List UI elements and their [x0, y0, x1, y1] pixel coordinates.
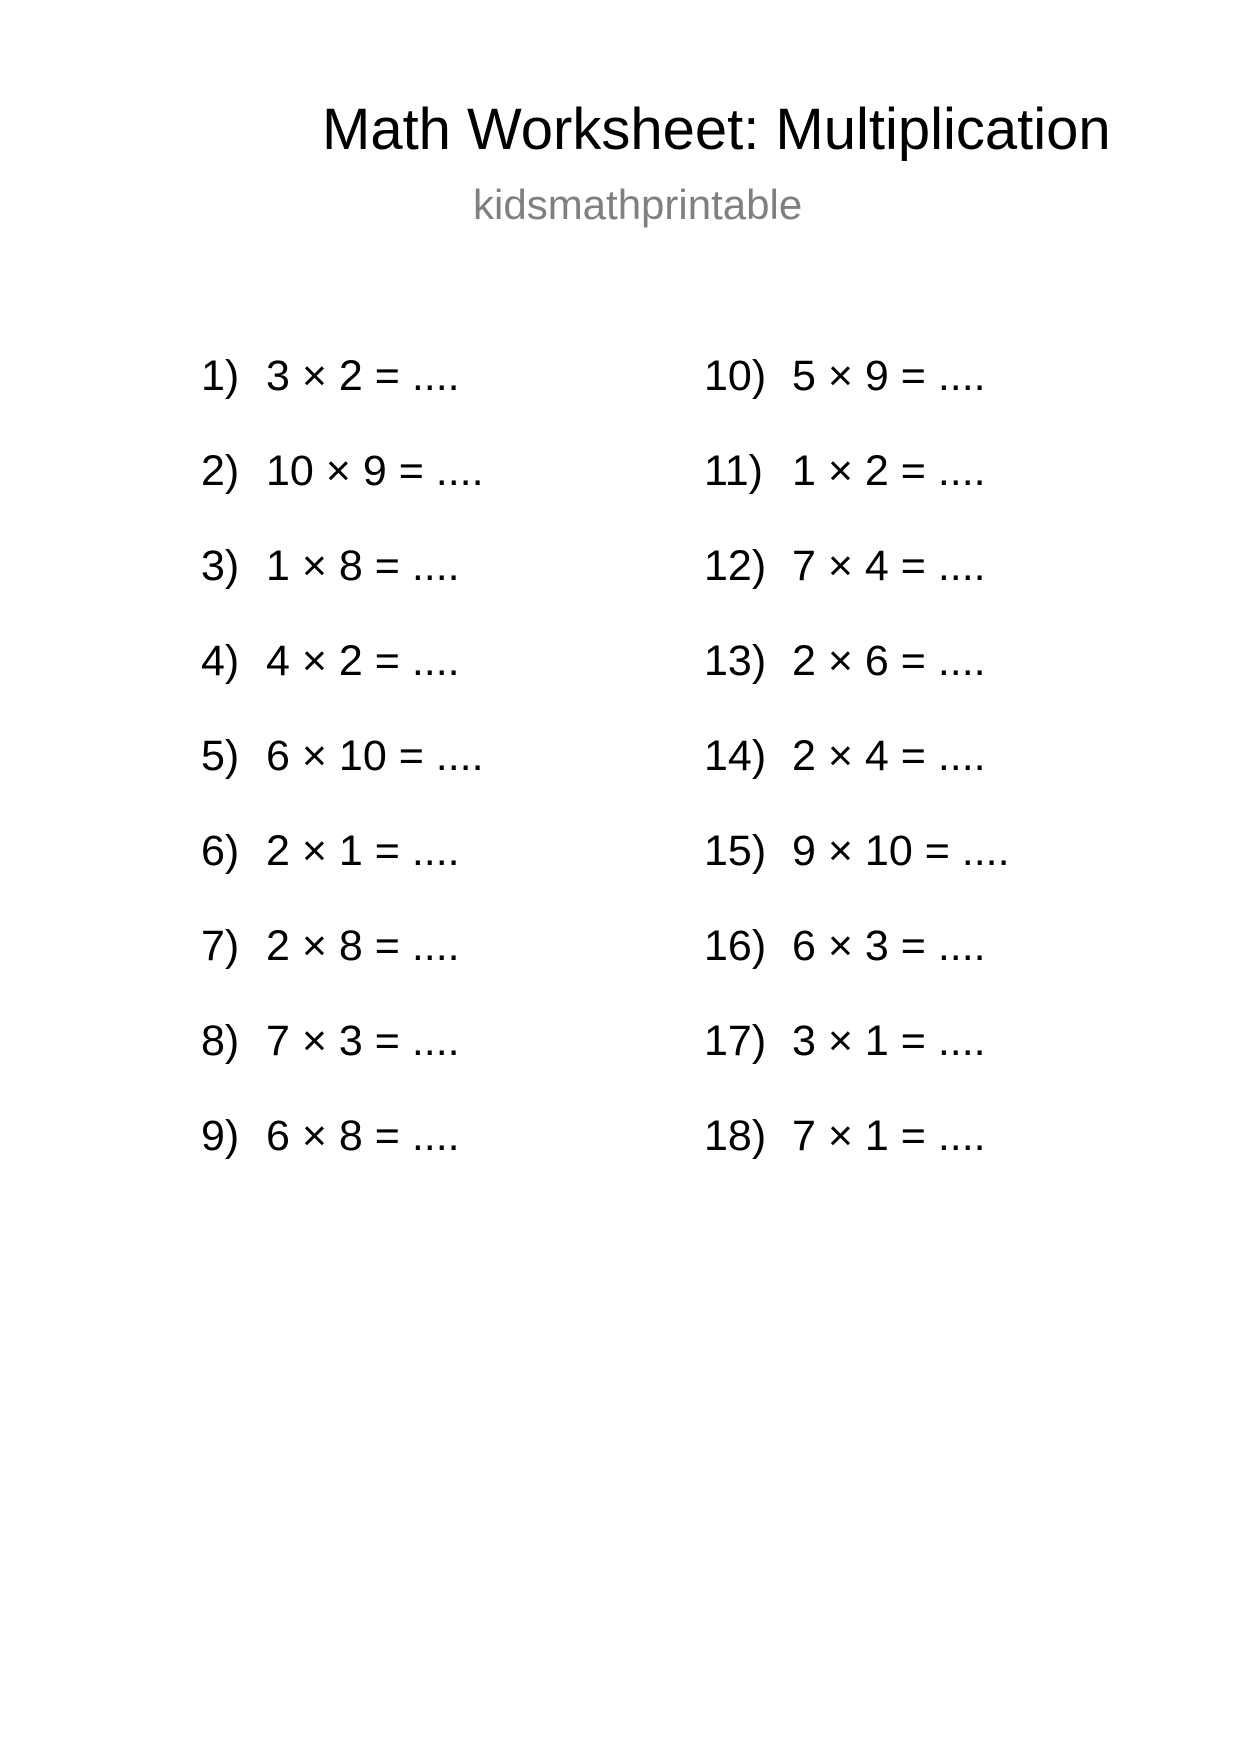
problem-number: 1)	[201, 352, 240, 400]
problem-expression: 2 × 1 = ....	[266, 827, 460, 875]
problem-expression: 6 × 8 = ....	[266, 1112, 460, 1160]
problem-number: 18)	[704, 1112, 767, 1160]
problem-number: 5)	[201, 732, 240, 780]
problem-item	[704, 1110, 1010, 1205]
problem-item	[704, 730, 1010, 825]
problem-item	[201, 445, 484, 540]
problem-number: 9)	[201, 1112, 240, 1160]
problem-expression: 2 × 6 = ....	[792, 637, 986, 685]
problem-item	[201, 540, 484, 635]
problem-expression: 7 × 4 = ....	[792, 542, 986, 590]
problem-item	[704, 1015, 1010, 1110]
problem-expression: 3 × 2 = ....	[266, 352, 460, 400]
problem-item	[201, 1015, 484, 1110]
problem-number: 2)	[201, 447, 240, 495]
problem-expression: 1 × 2 = ....	[792, 447, 986, 495]
problem-number: 10)	[704, 352, 767, 400]
problem-expression: 3 × 1 = ....	[792, 1017, 986, 1065]
problem-item	[704, 635, 1010, 730]
problem-item	[704, 920, 1010, 1015]
problem-expression: 7 × 1 = ....	[792, 1112, 986, 1160]
problem-item	[704, 445, 1010, 540]
problem-number: 4)	[201, 637, 240, 685]
problem-item	[201, 825, 484, 920]
problem-expression: 5 × 9 = ....	[792, 352, 986, 400]
problem-number: 15)	[704, 827, 767, 875]
problem-number: 13)	[704, 637, 767, 685]
problem-number: 16)	[704, 922, 767, 970]
problem-number: 7)	[201, 922, 240, 970]
problem-item	[201, 350, 484, 445]
problem-number: 11)	[704, 447, 763, 495]
problem-item	[704, 350, 1010, 445]
problem-number: 12)	[704, 542, 767, 590]
problem-item	[704, 540, 1010, 635]
problem-expression: 2 × 4 = ....	[792, 732, 986, 780]
problem-expression: 10 × 9 = ....	[266, 447, 484, 495]
problem-item	[201, 1110, 484, 1205]
problem-number: 14)	[704, 732, 767, 780]
problem-number: 17)	[704, 1017, 767, 1065]
problem-item	[704, 825, 1010, 920]
problem-item	[201, 635, 484, 730]
problem-number: 6)	[201, 827, 240, 875]
problem-item	[201, 920, 484, 1015]
page-title: Math Worksheet: Multiplication	[322, 97, 1111, 162]
problem-expression: 7 × 3 = ....	[266, 1017, 460, 1065]
problem-expression: 2 × 8 = ....	[266, 922, 460, 970]
problem-number: 3)	[201, 542, 240, 590]
problem-expression: 6 × 3 = ....	[792, 922, 986, 970]
problem-expression: 1 × 8 = ....	[266, 542, 460, 590]
problem-number: 8)	[201, 1017, 240, 1065]
page-subtitle: kidsmathprintable	[473, 181, 803, 228]
problem-expression: 4 × 2 = ....	[266, 637, 460, 685]
problem-list-left	[201, 350, 484, 1205]
problem-expression: 6 × 10 = ....	[266, 732, 484, 780]
problem-item	[201, 730, 484, 825]
problem-list-right	[704, 350, 1010, 1205]
problem-expression: 9 × 10 = ....	[792, 827, 1010, 875]
